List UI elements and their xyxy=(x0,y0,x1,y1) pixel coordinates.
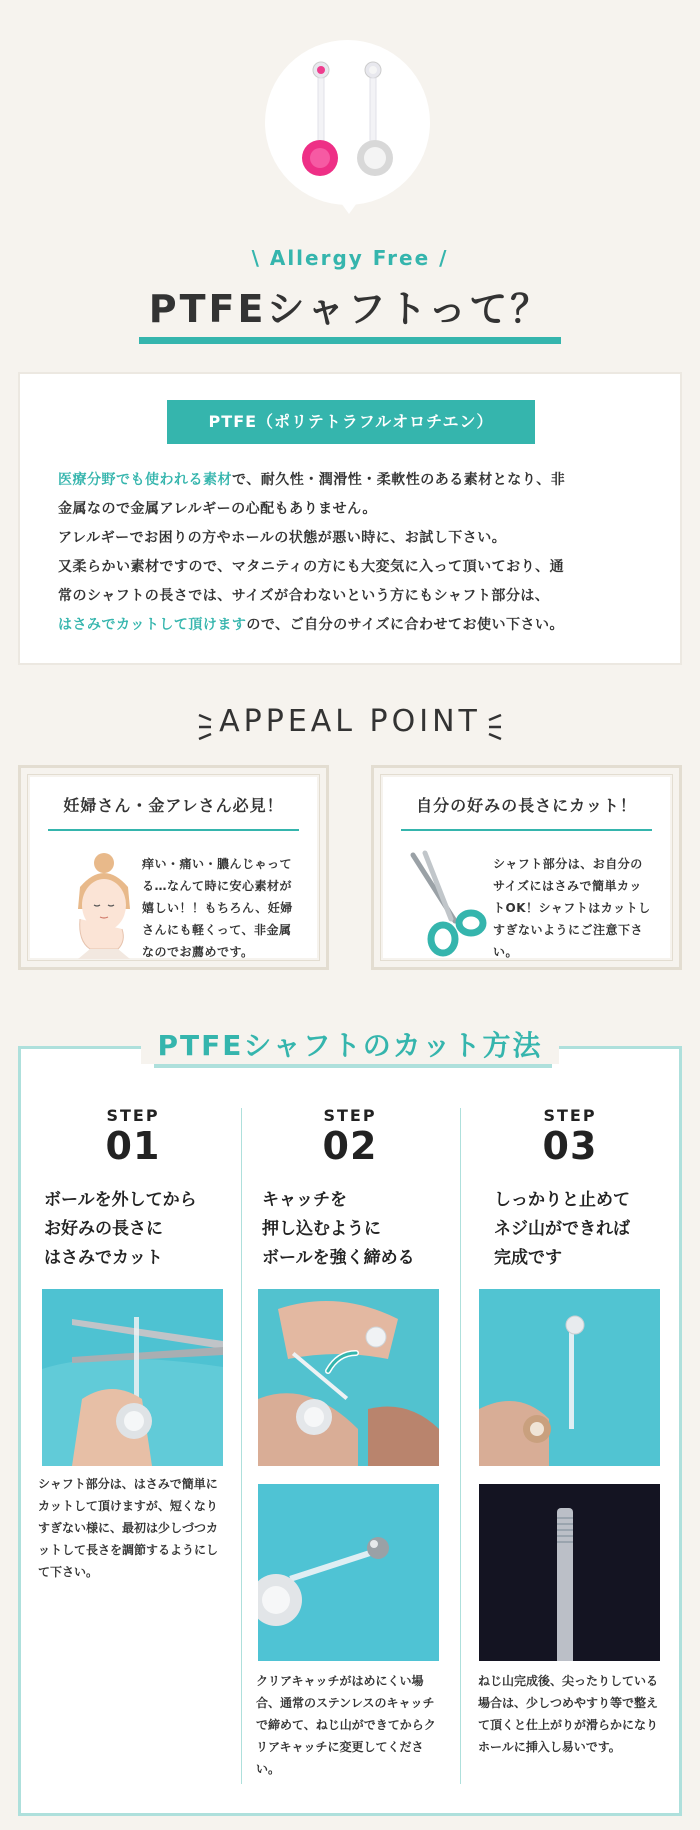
info-line: 又柔らかい素材ですので、マタニティの方にも大変気に入って頂いており、通 xyxy=(58,559,565,575)
appeal-title: APPEAL POINT xyxy=(219,704,481,739)
step-number: 03 xyxy=(542,1124,598,1168)
cut-method-title: PTFEシャフトのカット方法 xyxy=(0,1024,700,1064)
section-subtitle: \ Allergy Free / xyxy=(251,246,449,270)
step-description: ねじ山完成後、尖ったりしている場合は、少しつめやすり等で整えて頂くと仕上がりが滑らかになりホールに挿入し易いです。 xyxy=(478,1674,659,1754)
column-divider xyxy=(460,1108,461,1784)
scissors-icon xyxy=(403,849,493,959)
info-line: はさみでカットして頂けますので、ご自分のサイズに合わせてお使い下さい。 xyxy=(58,617,564,633)
step2-ball-photo xyxy=(258,1484,439,1661)
info-card xyxy=(18,372,682,665)
step-label: STEP xyxy=(323,1106,377,1125)
speech-tail xyxy=(336,196,362,214)
appeal-card-text: シャフト部分は、お自分のサイズにはさみで簡単カットOK！シャフトはカットしすぎないようにご注意下さい。 xyxy=(493,857,651,959)
info-line: アレルギーでお困りの方やホールの状態が悪い時に、お試し下さい。 xyxy=(58,530,507,546)
appeal-card-heading: 自分の好みの長さにカット！ xyxy=(416,796,637,815)
step3-finished-photo xyxy=(479,1289,660,1466)
woman-face-icon xyxy=(60,849,150,959)
hero-product-image xyxy=(265,40,430,205)
step-heading: ボールを外してから お好みの長さに はさみでカット xyxy=(44,1190,197,1268)
step1-cutting-photo xyxy=(42,1289,223,1466)
info-line: 常のシャフトの長さでは、サイズが合わないという方にもシャフト部分は、 xyxy=(58,588,550,604)
appeal-card-heading: 妊婦さん・金アレさん必見！ xyxy=(63,796,284,815)
highlight-text: 医療分野でも使われる素材 xyxy=(58,472,232,488)
barbell-products-illustration xyxy=(265,40,430,205)
title-underline xyxy=(139,337,561,344)
column-divider xyxy=(241,1108,242,1784)
step-description: クリアキャッチがはめにくい場合、通常のステンレスのキャッチで締めて、ねじ山ができてからクリアキャッチに変更してください。 xyxy=(256,1674,436,1776)
step-number: 02 xyxy=(322,1124,378,1168)
highlight-text: はさみでカットして頂けます xyxy=(58,617,247,633)
info-line: 医療分野でも使われる素材で、耐久性・潤滑性・柔軟性のある素材となり、非 xyxy=(58,472,566,488)
material-badge: PTFE（ポリテトラフルオロチエン） xyxy=(167,400,535,444)
appeal-card-underline xyxy=(48,829,299,831)
info-line: 金属なので金属アレルギーの心配もありません。 xyxy=(58,501,377,517)
page-title: PTFEシャフトって？ xyxy=(148,287,552,331)
appeal-card-pregnant xyxy=(18,765,329,970)
appeal-card-cut xyxy=(371,765,682,970)
appeal-card-underline xyxy=(401,829,652,831)
step-label: STEP xyxy=(106,1106,160,1125)
step-heading: キャッチを 押し込むように ボールを強く締める xyxy=(262,1190,415,1268)
step2-catch-photo xyxy=(258,1289,439,1466)
step-label: STEP xyxy=(543,1106,597,1125)
info-text xyxy=(58,466,658,640)
step-description: シャフト部分は、はさみで簡単にカットして頂けますが、短くなりすぎない様に、最初は少しづつカットして長さを調節するようにして下さい。 xyxy=(38,1477,219,1579)
step-heading: しっかりと止めて ネジ山ができれば 完成です xyxy=(494,1190,630,1268)
step3-thread-photo xyxy=(479,1484,660,1661)
appeal-card-text: 痒い・痛い・膿んじゃってる…なんて時に安心素材が嬉しい！！もちろん、妊婦さんにも軽くって、非金属なのでお薦めです。 xyxy=(142,857,293,959)
step-number: 01 xyxy=(105,1124,161,1168)
